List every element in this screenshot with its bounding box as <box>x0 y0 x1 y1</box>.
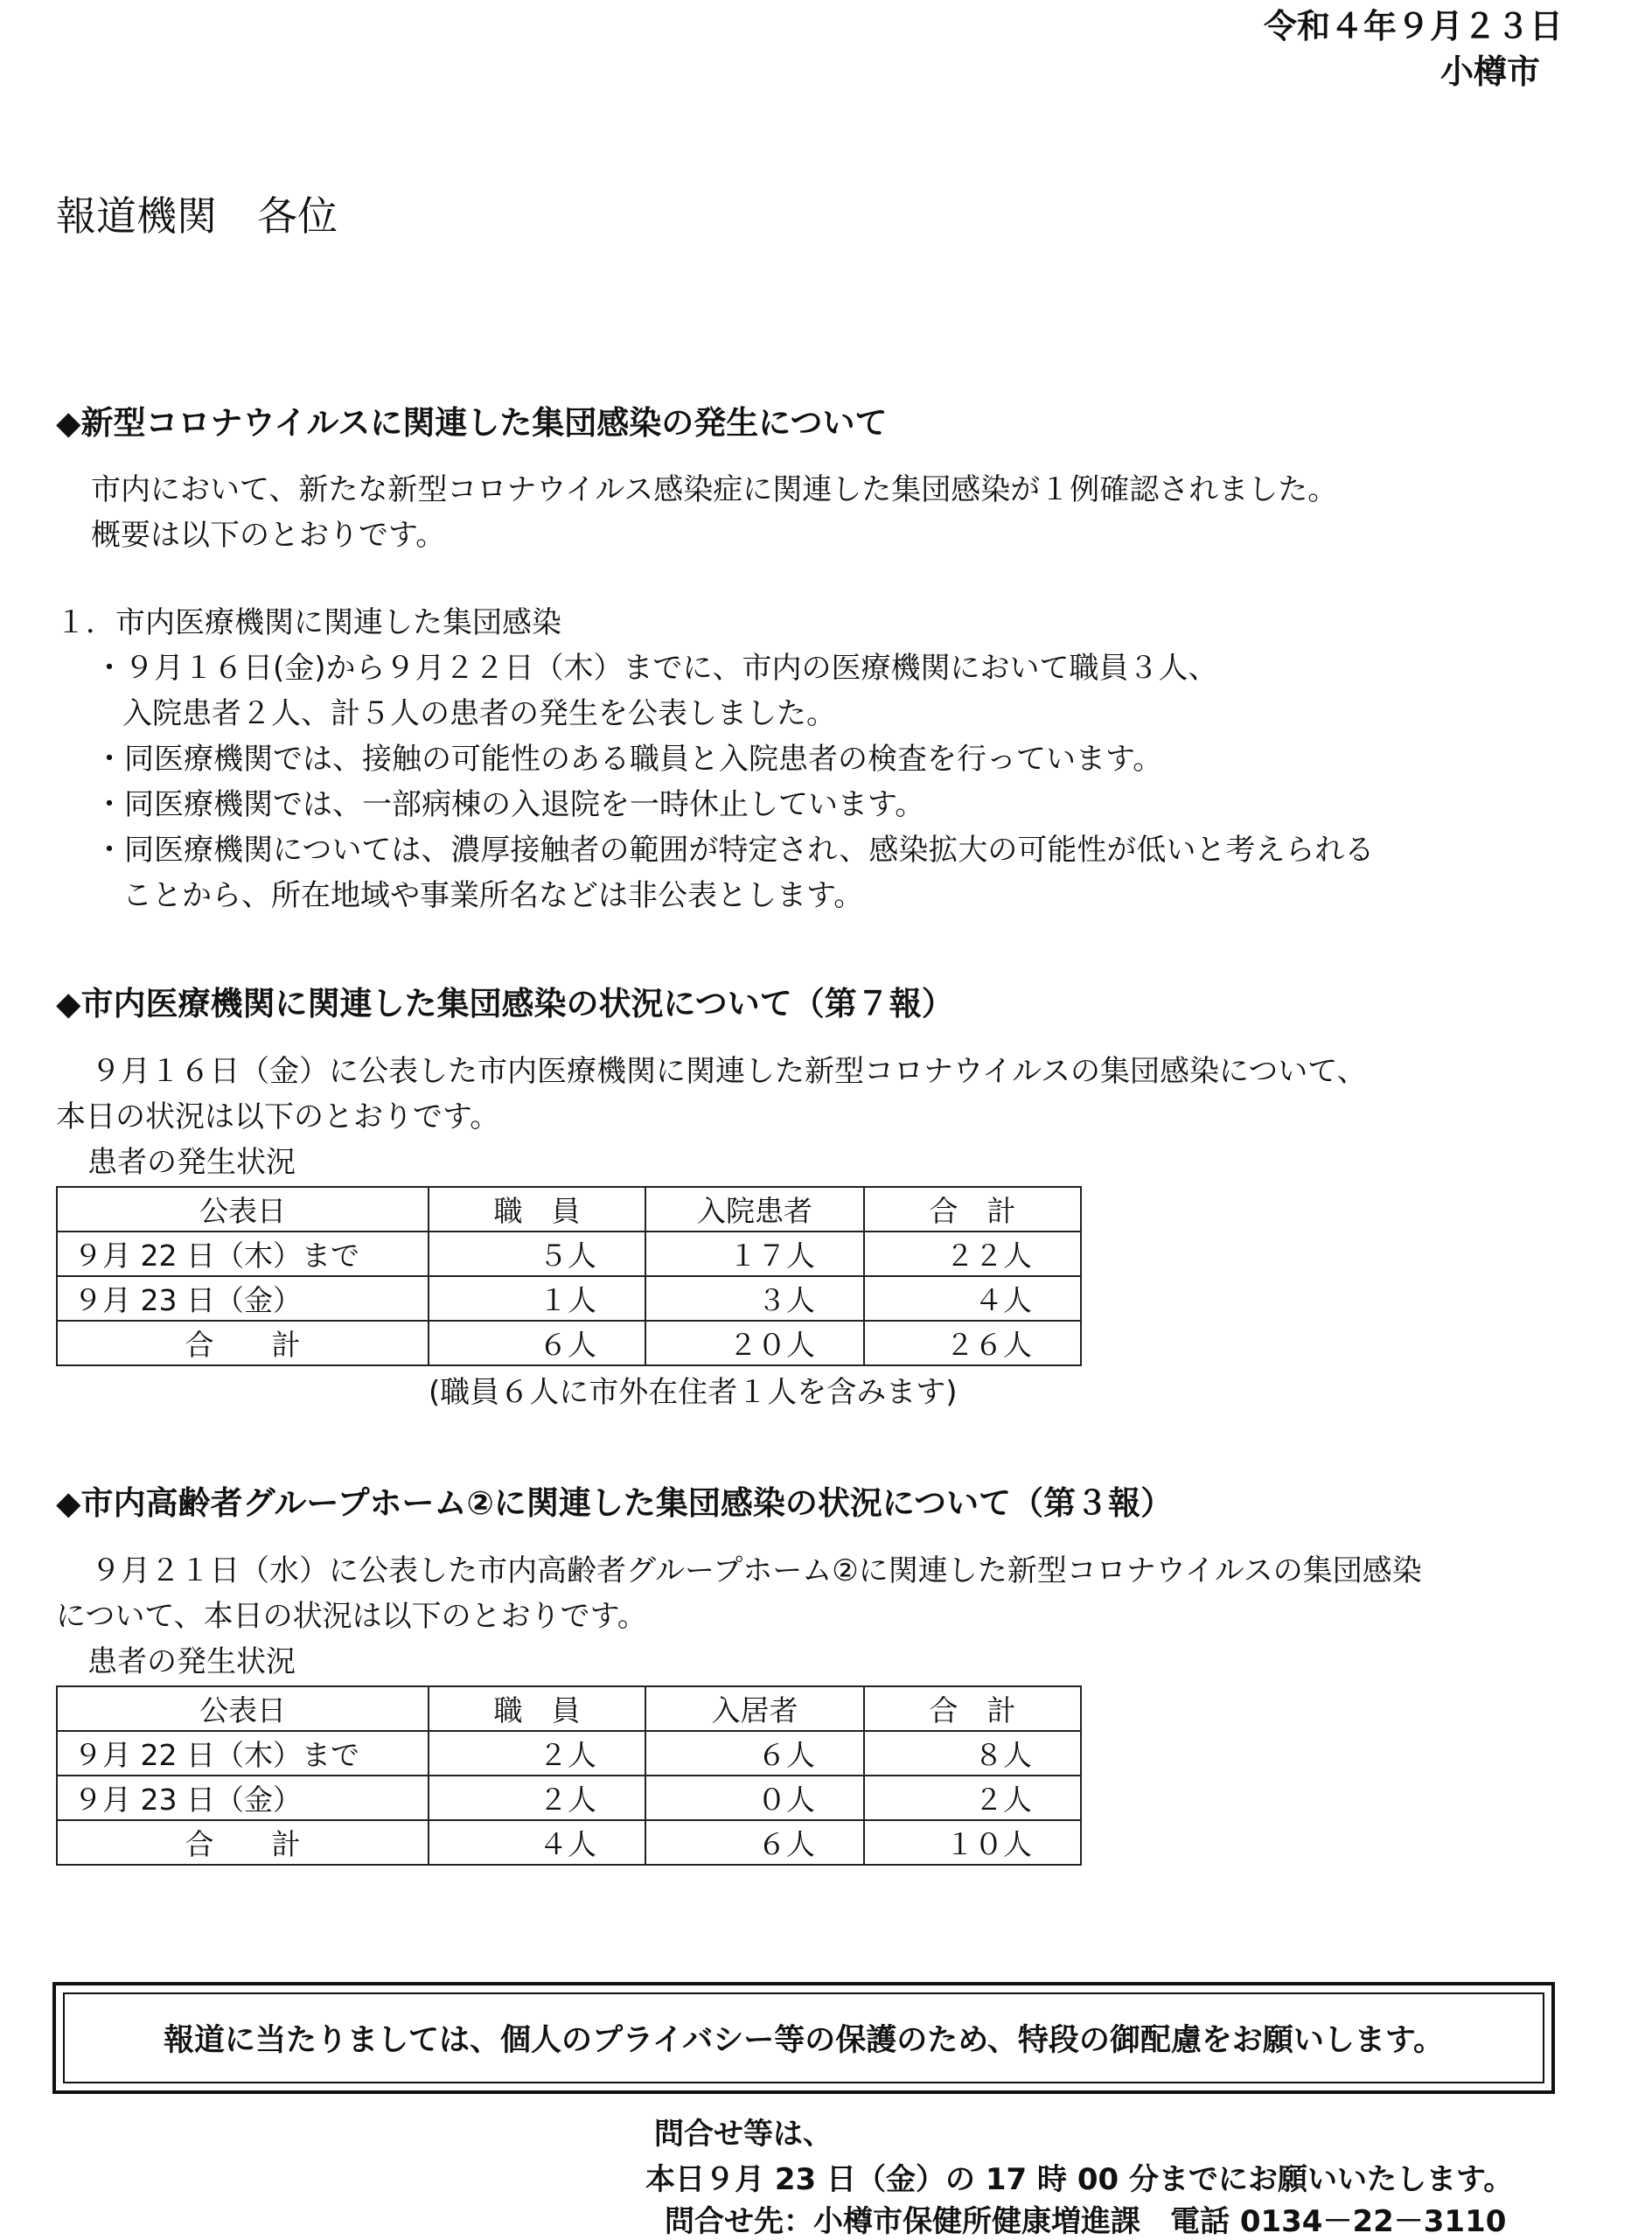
section2-line2: 本日の状況は以下のとおりです。 <box>56 1099 500 1134</box>
value-cell: ５人 <box>429 1232 645 1276</box>
section1-intro-line1: 市内において、新たな新型コロナウイルス感染症に関連した集団感染が１例確認されました。 <box>91 472 1338 507</box>
section3-line1: ９月２１日（水）に公表した市内高齢者グループホーム②に関連した新型コロナウイルスの集団感染 <box>91 1553 1422 1588</box>
value-cell: ４人 <box>429 1820 645 1865</box>
value-cell: ４人 <box>864 1276 1081 1321</box>
contact-deadline: 本日９月 23 日（金）の 17 時 00 分までにお願いいたします。 <box>645 2162 1514 2197</box>
value-cell: ２６人 <box>864 1321 1081 1365</box>
header-cell: 合 計 <box>864 1686 1081 1731</box>
value-cell: ６人 <box>429 1321 645 1365</box>
table-header-row <box>57 1686 1081 1731</box>
table-row <box>57 1232 1081 1276</box>
header-cell: 職 員 <box>429 1187 645 1232</box>
section1-bullet2: ・同医療機関では、接触の可能性のある職員と入院患者の検査を行っています。 <box>94 742 1163 777</box>
value-cell: １人 <box>429 1276 645 1321</box>
document-date: 令和４年９月２３日 <box>1263 7 1563 45</box>
table-row <box>57 1776 1081 1820</box>
header-cell: 合 計 <box>864 1187 1081 1232</box>
header-cell: 職 員 <box>429 1686 645 1731</box>
date-cell: ９月 23 日（金） <box>57 1776 429 1820</box>
contact-info: 問合せ先：小樽市保健所健康増進課 電話 0134－22－3110 <box>665 2204 1507 2239</box>
section3-table-caption: 患者の発生状況 <box>87 1644 296 1679</box>
section2-title: ◆市内医療機関に関連した集団感染の状況について（第７報） <box>56 985 954 1022</box>
value-cell: １０人 <box>864 1820 1081 1865</box>
value-cell: ８人 <box>864 1731 1081 1776</box>
section1-bullet1-line1: ・９月１６日(金)から９月２２日（木）までに、市内の医療機関において職員３人、 <box>94 651 1218 686</box>
contact-line1: 問合せ等は、 <box>654 2117 833 2152</box>
issuing-organization: 小樽市 <box>1439 52 1540 91</box>
table-total-row <box>57 1321 1081 1365</box>
section1-bullet1-line2: 入院患者２人、計５人の患者の発生を公表しました。 <box>122 696 836 731</box>
date-cell: ９月 22 日（木）まで <box>57 1731 429 1776</box>
value-cell: ６人 <box>645 1820 864 1865</box>
section2-line1: ９月１６日（金）に公表した市内医療機関に関連した新型コロナウイルスの集団感染について、 <box>91 1054 1367 1089</box>
section2-table-note: (職員６人に市外在住者１人を含みます) <box>429 1375 958 1410</box>
header-cell: 公表日 <box>57 1187 429 1232</box>
section3-title: ◆市内高齢者グループホーム②に関連した集団感染の状況について（第３報） <box>56 1484 1174 1522</box>
table-header-row <box>57 1187 1081 1232</box>
date-cell: ９月 22 日（木）まで <box>57 1232 429 1276</box>
section3-line2: について、本日の状況は以下のとおりです。 <box>56 1599 647 1634</box>
date-cell: ９月 23 日（金） <box>57 1276 429 1321</box>
addressee: 報道機関 各位 <box>56 192 338 240</box>
privacy-notice-text: 報道に当たりましては、個人のプライバシー等の保護のため、特段の御配慮をお願いします。 <box>63 1992 1544 2083</box>
section1-bullet3: ・同医療機関では、一部病棟の入退院を一時休止しています。 <box>94 787 925 822</box>
section1-item-heading: １．市内医療機関に関連した集団感染 <box>56 605 561 640</box>
section2-table-caption: 患者の発生状況 <box>87 1145 296 1180</box>
section3-table <box>56 1685 1082 1866</box>
section1-bullet4-line1: ・同医療機関については、濃厚接触者の範囲が特定され、感染拡大の可能性が低いと考えられる <box>94 833 1375 868</box>
value-cell: ３人 <box>645 1276 864 1321</box>
value-cell: ０人 <box>645 1776 864 1820</box>
value-cell: ２人 <box>429 1731 645 1776</box>
section2-table <box>56 1186 1082 1366</box>
value-cell: １７人 <box>645 1232 864 1276</box>
header-cell: 入居者 <box>645 1686 864 1731</box>
value-cell: ２２人 <box>864 1232 1081 1276</box>
table-row <box>57 1731 1081 1776</box>
section1-title: ◆新型コロナウイルスに関連した集団感染の発生について <box>56 404 888 442</box>
value-cell: ６人 <box>645 1731 864 1776</box>
header-cell: 入院患者 <box>645 1187 864 1232</box>
privacy-notice-box <box>52 1982 1555 2094</box>
total-label-cell: 合 計 <box>57 1321 429 1365</box>
table-total-row <box>57 1820 1081 1865</box>
table-row <box>57 1276 1081 1321</box>
section1-intro-line2: 概要は以下のとおりです。 <box>91 518 446 553</box>
value-cell: ２０人 <box>645 1321 864 1365</box>
section1-bullet4-line2: ことから、所在地域や事業所名などは非公表とします。 <box>122 878 864 913</box>
total-label-cell: 合 計 <box>57 1820 429 1865</box>
value-cell: ２人 <box>864 1776 1081 1820</box>
header-cell: 公表日 <box>57 1686 429 1731</box>
value-cell: ２人 <box>429 1776 645 1820</box>
